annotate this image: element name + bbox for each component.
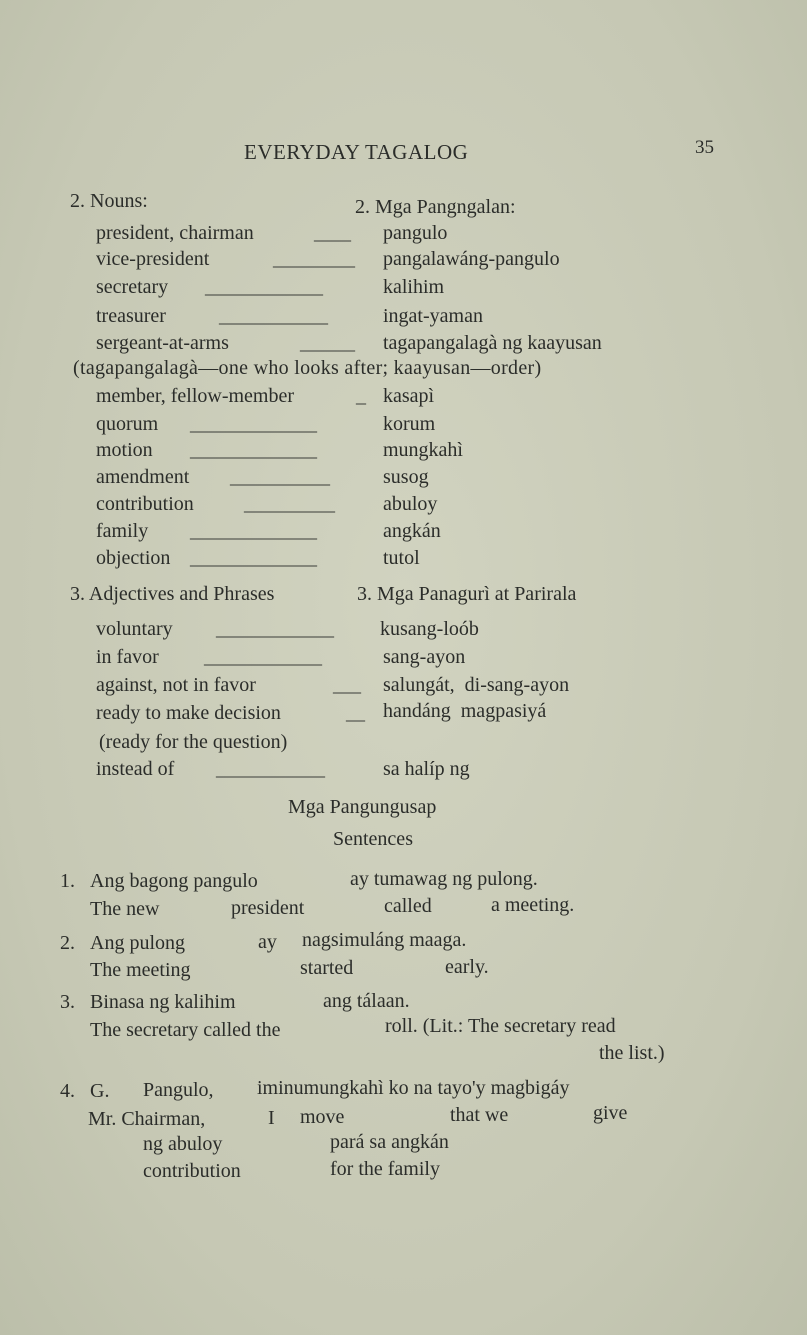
sentence-tl: Binasa ng kalihim: [90, 991, 236, 1013]
noun-tl: korum: [383, 413, 436, 435]
sentence-en: The new: [90, 898, 160, 920]
leader-line: ___________: [230, 466, 329, 488]
noun-tl: kasapì: [383, 385, 435, 407]
sentence-en: for the family: [330, 1158, 440, 1180]
page-number: 35: [695, 137, 714, 158]
sentence-number: 4.: [60, 1080, 75, 1102]
sentence-en: move: [300, 1106, 345, 1128]
sentence-en: The secretary called the: [90, 1019, 281, 1041]
adjective-tl: salungát, di-sang-ayon: [383, 674, 570, 696]
sentences-heading-en: Sentences: [333, 828, 413, 850]
adjectives-heading-en: 3. Adjectives and Phrases: [70, 583, 275, 605]
noun-tl: tutol: [383, 547, 420, 569]
gloss-note: (tagapangalagà—one who looks after; kaayusan—order): [73, 357, 542, 379]
sentence-en: give: [593, 1102, 628, 1124]
leader-line: ______________: [190, 413, 316, 435]
leader-line: ______________: [190, 547, 316, 569]
adjective-en: instead of: [96, 758, 175, 780]
sentence-tl: ang tálaan.: [323, 990, 410, 1012]
sentence-tl: iminumungkahì ko na tayo'y magbigáy: [257, 1077, 570, 1099]
sentence-en: called: [384, 895, 432, 917]
sentence-en: president: [231, 897, 305, 919]
sentence-tl: ay tumawag ng pulong.: [350, 868, 538, 890]
noun-tl: tagapangalagà ng kaayusan: [383, 332, 602, 354]
leader-line: _____________: [204, 646, 321, 668]
sentence-en: early.: [445, 956, 489, 978]
leader-line: __: [346, 702, 364, 724]
noun-en: vice-president: [96, 248, 210, 270]
noun-en: member, fellow-member: [96, 385, 295, 407]
leader-line: _____________: [216, 618, 333, 640]
noun-en: objection: [96, 547, 171, 569]
sentence-tl: Pangulo,: [143, 1079, 214, 1101]
adjective-tl: sa halíp ng: [383, 758, 470, 780]
sentence-number: 3.: [60, 991, 75, 1013]
sentence-en: the list.): [599, 1042, 665, 1064]
sentence-tl: pará sa angkán: [330, 1131, 449, 1153]
noun-tl: kalihim: [383, 276, 445, 298]
sentence-en: that we: [450, 1104, 509, 1126]
noun-tl: mungkahì: [383, 439, 463, 461]
noun-en: contribution: [96, 493, 194, 515]
adjective-en: in favor: [96, 646, 159, 668]
noun-en: sergeant-at-arms: [96, 332, 229, 354]
leader-line: ______________: [190, 439, 316, 461]
noun-en: quorum: [96, 413, 159, 435]
noun-en: treasurer: [96, 305, 166, 327]
noun-tl: angkán: [383, 520, 441, 542]
leader-line: _________: [273, 248, 354, 270]
noun-tl: ingat-yaman: [383, 305, 483, 327]
noun-en: amendment: [96, 466, 190, 488]
sentence-tl: ng abuloy: [143, 1133, 223, 1155]
sentence-tl: Ang bagong pangulo: [90, 870, 258, 892]
adjectives-heading-tl: 3. Mga Panagurì at Parirala: [357, 583, 577, 605]
sentence-en: started: [300, 957, 354, 979]
sentence-number: 2.: [60, 932, 75, 954]
adjective-en: voluntary: [96, 618, 173, 640]
noun-tl: pangulo: [383, 222, 448, 244]
sentence-en: I: [268, 1107, 275, 1129]
nouns-heading-en: 2. Nouns:: [70, 190, 148, 212]
adjective-tl: handáng magpasiyá: [383, 700, 547, 722]
leader-line: _____________: [205, 276, 322, 298]
adjective-en: against, not in favor: [96, 674, 256, 696]
leader-line: ___: [333, 674, 360, 696]
sentence-en: The meeting: [90, 959, 191, 981]
sentence-en: Mr. Chairman,: [88, 1108, 206, 1130]
noun-tl: pangalawáng-pangulo: [383, 248, 560, 270]
leader-line: _: [356, 385, 365, 407]
sentence-en: contribution: [143, 1160, 241, 1182]
noun-tl: susog: [383, 466, 429, 488]
leader-line: __________: [244, 493, 334, 515]
noun-en: secretary: [96, 276, 169, 298]
noun-en: president, chairman: [96, 222, 254, 244]
leader-line: ______________: [190, 520, 316, 542]
nouns-heading-tl: 2. Mga Pangngalan:: [355, 196, 516, 218]
adjective-en: (ready for the question): [99, 731, 288, 753]
sentence-en: a meeting.: [491, 894, 575, 916]
leader-line: ____________: [219, 305, 327, 327]
noun-en: family: [96, 520, 149, 542]
sentence-tl: Ang pulong: [90, 932, 185, 954]
sentence-tl: ay: [258, 931, 277, 953]
sentence-tl: nagsimuláng maaga.: [302, 929, 467, 951]
leader-line: ____________: [216, 758, 324, 780]
running-header: EVERYDAY TAGALOG: [244, 140, 469, 164]
adjective-tl: sang-ayon: [383, 646, 466, 668]
adjective-en: ready to make decision: [96, 702, 281, 724]
sentence-number: 1.: [60, 870, 75, 892]
leader-line: ______: [300, 332, 354, 354]
leader-line: ____: [314, 222, 350, 244]
sentence-en: roll. (Lit.: The secretary read: [385, 1015, 616, 1037]
sentences-heading-tl: Mga Pangungusap: [288, 796, 437, 818]
sentence-tl: G.: [90, 1080, 110, 1102]
noun-tl: abuloy: [383, 493, 438, 515]
adjective-tl: kusang-loób: [380, 618, 479, 640]
noun-en: motion: [96, 439, 153, 461]
